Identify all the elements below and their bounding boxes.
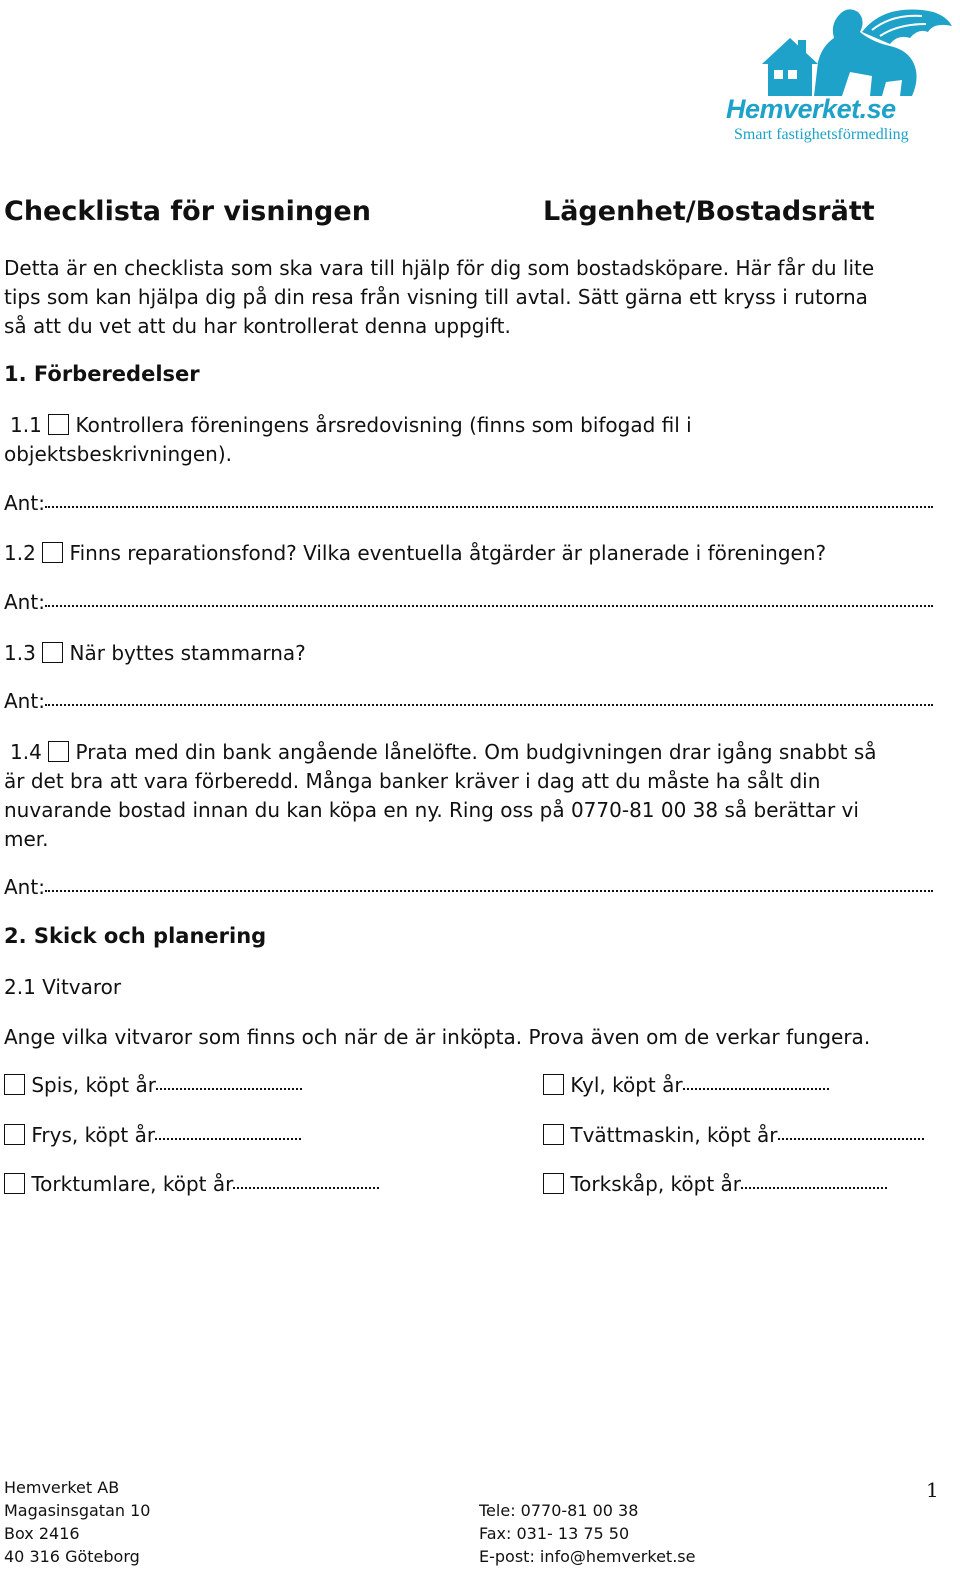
checklist-item-1-2 [4,539,826,568]
checkbox[interactable] [543,1173,564,1194]
intro-line: Detta är en checklista som ska vara till hjälp för dig som bostadsköpare. Här får du lite [4,256,875,280]
footer-street: Magasinsgatan 10 [4,1501,151,1520]
appliance-fridge [543,1073,829,1097]
appliance-washing-machine [543,1123,924,1147]
dotted-year-field[interactable] [156,1088,302,1090]
item-text: objektsbeskrivningen). [4,442,232,466]
page-title: Checklista för visningen [4,196,371,227]
section-heading-condition: 2. Skick och planering [4,924,267,948]
footer-fax: Fax: 031- 13 75 50 [479,1524,630,1543]
item-text: är det bra att vara förberedd. Många banker kräver i dag att du måste ha sålt din [4,769,821,793]
dotted-answer-field[interactable] [45,890,933,892]
dotted-answer-field[interactable] [45,605,933,607]
answer-line[interactable] [4,491,933,515]
appliance-label: Tvättmaskin, köpt år [570,1123,778,1147]
appliance-label: Kyl, köpt år [570,1073,683,1097]
checkbox[interactable] [543,1124,564,1145]
item-text: Kontrollera föreningens årsredovisning (finns som bifogad fil i [75,413,692,437]
logo-wordmark: Hemverket.se [726,94,896,124]
logo-tagline: Smart fastighetsförmedling [734,126,909,143]
section-heading-preparations: 1. Förberedelser [4,362,200,386]
checkbox[interactable] [48,741,69,762]
item-text: Prata med din bank angående lånelöfte. Om budgivningen drar igång snabbt så [75,740,877,764]
appliance-label: Torktumlare, köpt år [31,1172,234,1196]
page-number: 1 [926,1478,939,1502]
appliance-drying-cabinet [543,1172,887,1196]
checkbox[interactable] [42,642,63,663]
page-subtitle: Lägenhet/Bostadsrätt [543,196,875,227]
appliance-stove [4,1073,302,1097]
item-number: 1.3 [4,641,36,665]
intro-line: tips som kan hjälpa dig på din resa från visning till avtal. Sätt gärna ett kryss i rutorna [4,285,868,309]
dotted-answer-field[interactable] [45,506,933,508]
appliance-label: Frys, köpt år [31,1123,156,1147]
checkbox[interactable] [4,1124,25,1145]
checkbox[interactable] [48,414,69,435]
appliance-freezer [4,1123,301,1147]
answer-label: Ant: [4,875,45,899]
intro-line: så att du vet att du har kontrollerat denna uppgift. [4,314,511,338]
appliance-dryer [4,1172,379,1196]
dotted-answer-field[interactable] [45,704,933,706]
item-number: 1.2 [4,541,36,565]
checkbox[interactable] [4,1173,25,1194]
footer-contact [479,1499,695,1568]
answer-line[interactable] [4,590,933,614]
dotted-year-field[interactable] [778,1138,924,1140]
checkbox[interactable] [4,1074,25,1095]
checkbox[interactable] [543,1074,564,1095]
subsection-heading-appliances: 2.1 Vitvaror [4,975,122,999]
answer-label: Ant: [4,689,45,713]
checklist-item-1-1 [4,411,944,469]
footer-box: Box 2416 [4,1524,80,1543]
dotted-year-field[interactable] [155,1138,301,1140]
appliance-label: Torkskåp, köpt år [570,1172,742,1196]
answer-line[interactable] [4,875,933,899]
answer-line[interactable] [4,689,933,713]
item-text: mer. [4,827,49,851]
checklist-item-1-4 [4,738,944,854]
appliances-instruction: Ange vilka vitvaror som finns och när de är inköpta. Prova även om de verkar fungera. [4,1025,871,1049]
dotted-year-field[interactable] [233,1187,379,1189]
footer-company: Hemverket AB [4,1478,120,1497]
footer-city: 40 316 Göteborg [4,1547,140,1566]
company-logo [722,2,954,148]
checklist-item-1-3 [4,639,306,668]
item-number: 1.4 [10,740,42,764]
item-text: nuvarande bostad innan du kan köpa en ny. Ring oss på 0770-81 00 38 så berättar vi [4,798,859,822]
dotted-year-field[interactable] [683,1088,829,1090]
item-text: Finns reparationsfond? Vilka eventuella åtgärder är planerade i föreningen? [69,541,827,565]
answer-label: Ant: [4,590,45,614]
appliance-label: Spis, köpt år [31,1073,156,1097]
dotted-year-field[interactable] [741,1187,887,1189]
item-number: 1.1 [10,413,42,437]
item-text: När byttes stammarna? [69,641,306,665]
answer-label: Ant: [4,491,45,515]
checkbox[interactable] [42,542,63,563]
lion-house-logo-icon [722,2,954,102]
intro-paragraph [4,254,944,341]
footer-email[interactable]: E-post: info@hemverket.se [479,1547,696,1566]
footer-phone: Tele: 0770-81 00 38 [479,1501,639,1520]
footer-address [4,1476,150,1568]
